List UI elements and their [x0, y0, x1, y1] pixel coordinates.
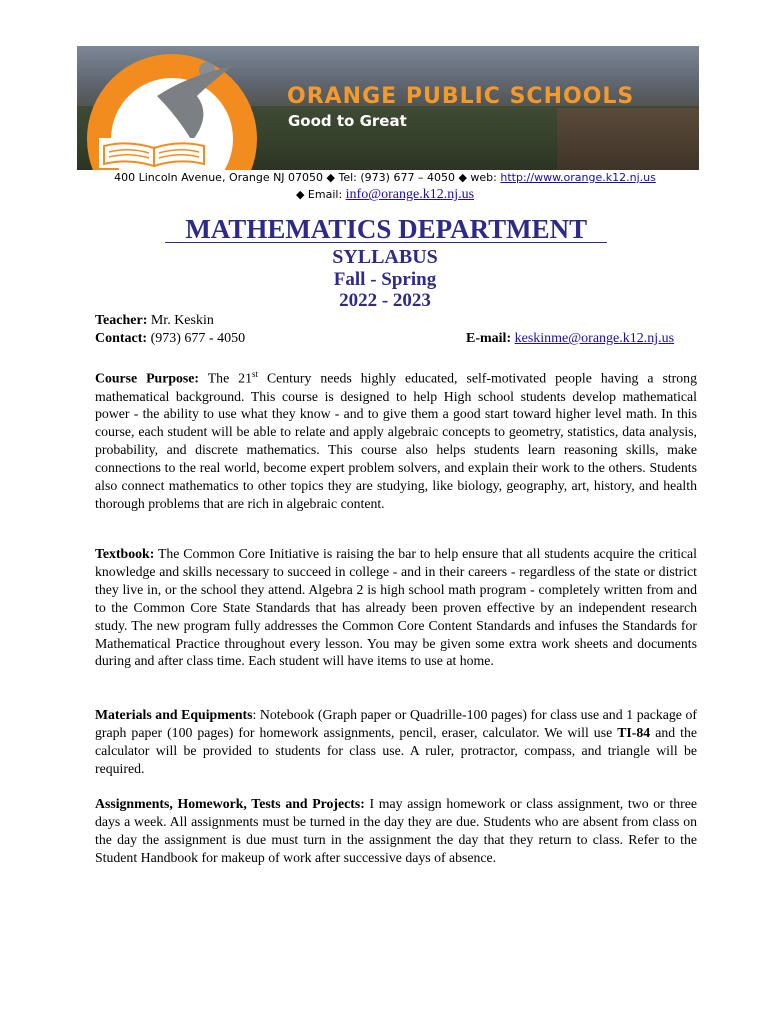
tel-text: Tel: (973) 677 – 4050	[335, 171, 459, 184]
banner-background-building	[557, 108, 699, 170]
header-banner	[77, 46, 699, 170]
textbook-label: Textbook:	[95, 546, 155, 561]
year-heading: 2022 - 2023	[339, 290, 431, 311]
term-heading: Fall - Spring	[333, 269, 437, 290]
teacher-email-label: E-mail:	[466, 331, 512, 346]
address-text: 400 Lincoln Avenue, Orange NJ 07050	[114, 171, 327, 184]
assignments-text: I may assign homework or class assignment, two or three days a week. All assignments must be turned in the day they are due. Students who are absent from class on the day the assignment is due must turn in the assignment the day that they return to class. Refer to the Student Handbook for makeup of work after successive days of absence.	[95, 796, 697, 865]
textbook-paragraph	[95, 545, 697, 670]
materials-label: Materials and Equipments	[95, 707, 253, 722]
bullet-icon: ◆	[295, 188, 305, 201]
logo-book-icon	[99, 138, 209, 168]
assignments-paragraph	[95, 795, 697, 867]
email-link[interactable]: info@orange.k12.nj.us	[345, 187, 475, 202]
course-purpose-sup: st	[251, 369, 258, 379]
course-purpose-text-a: The 21	[199, 370, 252, 386]
materials-text-b: and the calculator will be provided to students for class use. A ruler, protractor, compass, and triangle will be required.	[95, 724, 697, 776]
materials-calculator: TI-84	[617, 724, 651, 740]
web-label: web:	[466, 171, 501, 184]
course-purpose-label: Course Purpose:	[95, 370, 200, 386]
department-title: MATHEMATICS DEPARTMENT	[165, 214, 607, 244]
teacher-line	[95, 313, 214, 329]
teacher-email-line	[466, 331, 674, 347]
contact-label: Contact:	[95, 331, 148, 346]
course-purpose-text-b: Century needs highly educated, self-motivated people having a strong mathematical background. This course is designed to help High school students develop mathematical power - the ability to use what they know - and to give them a good start toward higher level math. In this course, each student will be able to relate and apply algebraic concepts to geometry, statistics, data analysis, probability, and discrete mathematics. This course also helps students learn reasoning skills, make connections to the real world, become expert problem solvers, and explain their work to the others. Students also connect mathematics to other topics they are studying, like biology, geography, art, history, and health thorough problems that are rich in algebraic content.	[95, 370, 697, 511]
school-name: ORANGE PUBLIC SCHOOLS	[287, 84, 635, 109]
teacher-label: Teacher:	[95, 313, 148, 328]
bullet-icon: ◆	[458, 171, 467, 184]
syllabus-heading: SYLLABUS	[332, 246, 438, 268]
assignments-label: Assignments, Homework, Tests and Projects:	[95, 796, 365, 811]
course-purpose-paragraph	[95, 366, 697, 513]
contact-phone: (973) 677 - 4050	[147, 331, 246, 346]
textbook-text: The Common Core Initiative is raising the bar to help ensure that all students acquire the critical knowledge and skills necessary to succeed in college - and in their careers - regardless of the state or district they live in, or the school they attend. Algebra 2 is high school math program - completely written from and to the Common Core State Standards that has already been proven effective by an independent research study. The new program fully addresses the Common Core Content Standards and infuses the Standards for Mathematical Practice throughout every lesson. You may be given some extra work sheets and documents during and after class time. Each student will have items to use at home.	[95, 546, 697, 669]
contact-line-address	[0, 171, 770, 184]
contact-line	[95, 331, 245, 347]
teacher-name: Mr. Keskin	[147, 313, 214, 328]
school-motto: Good to Great	[288, 112, 407, 130]
materials-paragraph	[95, 706, 697, 778]
logo-figure-icon	[137, 56, 247, 146]
web-link[interactable]: http://www.orange.k12.nj.us	[500, 171, 656, 184]
contact-line-email	[0, 187, 770, 203]
materials-text-a: : Notebook (Graph paper or Quadrille-100 pages) for class use and 1 package of graph paper (100 pages) for homework assignments, pencil, eraser, calculator. We will use	[95, 707, 697, 740]
bullet-icon: ◆	[326, 171, 336, 184]
teacher-email-link[interactable]: keskinme@orange.k12.nj.us	[514, 331, 675, 346]
email-label: Email:	[304, 188, 346, 201]
